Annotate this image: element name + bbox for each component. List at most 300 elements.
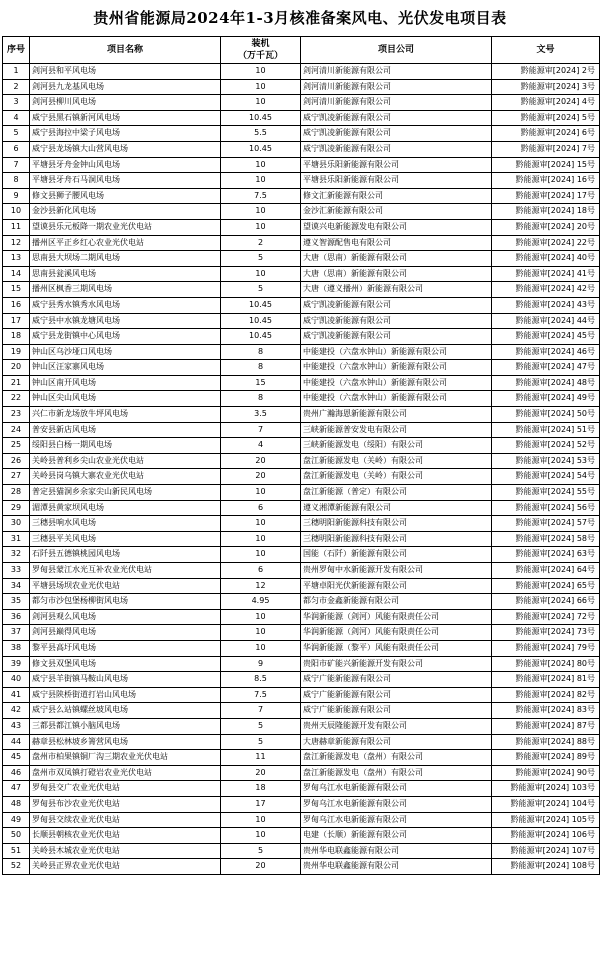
cell-doc-number: 黔能源审[2024] 58号: [492, 531, 600, 547]
table-row: [3, 703, 600, 719]
cell-company: 三峡新能源发电（绥阳）有限公司: [301, 438, 492, 454]
cell-capacity: 15: [221, 375, 301, 391]
cell-no: 37: [3, 625, 30, 641]
table-row: [3, 204, 600, 220]
table-row: [3, 282, 600, 298]
cell-company: 平塘卓阳光伏新能源有限公司: [301, 578, 492, 594]
table-row: [3, 640, 600, 656]
table-row: [3, 828, 600, 844]
cell-project-name: 剑河县九龙基风电场: [30, 79, 221, 95]
cell-company: 遵义智源配售电有限公司: [301, 235, 492, 251]
cell-company: 望谟兴电新能源发电有限公司: [301, 219, 492, 235]
table-row: [3, 812, 600, 828]
table-row: [3, 329, 600, 345]
cell-doc-number: 黔能源审[2024] 79号: [492, 640, 600, 656]
cell-capacity: 7.5: [221, 687, 301, 703]
cell-company: 中能建投（六盘水钟山）新能源有限公司: [301, 360, 492, 376]
cell-capacity: 17: [221, 796, 301, 812]
cell-company: 威宁凯凌新能源有限公司: [301, 329, 492, 345]
cell-no: 14: [3, 266, 30, 282]
cell-project-name: 三穗县平关风电场: [30, 531, 221, 547]
table-row: [3, 188, 600, 204]
cell-capacity: 10: [221, 516, 301, 532]
cell-no: 52: [3, 859, 30, 875]
header-name: 项目名称: [30, 37, 221, 64]
table-row: [3, 547, 600, 563]
table-header-row: [3, 37, 600, 64]
cell-no: 49: [3, 812, 30, 828]
cell-project-name: 威宁县海拉中梁子风电场: [30, 126, 221, 142]
table-row: [3, 672, 600, 688]
cell-company: 修文汇新能源有限公司: [301, 188, 492, 204]
cell-doc-number: 黔能源审[2024] 64号: [492, 563, 600, 579]
cell-doc-number: 黔能源审[2024] 3号: [492, 79, 600, 95]
cell-company: 遵义湘潭新能源有限公司: [301, 500, 492, 516]
cell-company: 贵州广瀚海恩新能源有限公司: [301, 407, 492, 423]
cell-capacity: 20: [221, 469, 301, 485]
cell-no: 43: [3, 718, 30, 734]
table-row: [3, 391, 600, 407]
cell-project-name: 石阡县五德镇桃园风电场: [30, 547, 221, 563]
cell-doc-number: 黔能源审[2024] 43号: [492, 297, 600, 313]
cell-no: 16: [3, 297, 30, 313]
cell-project-name: 钟山区乌沙垭口风电场: [30, 344, 221, 360]
cell-no: 51: [3, 843, 30, 859]
cell-project-name: 平塘县牙舟石马洞风电场: [30, 173, 221, 189]
cell-company: 罗甸乌江水电新能源有限公司: [301, 781, 492, 797]
cell-capacity: 10: [221, 64, 301, 80]
cell-project-name: 修文县狮子腰风电场: [30, 188, 221, 204]
table-row: [3, 796, 600, 812]
cell-capacity: 10: [221, 531, 301, 547]
cell-company: 贵州天辰隆能源开发有限公司: [301, 718, 492, 734]
cell-no: 3: [3, 95, 30, 111]
cell-project-name: 剑河县和平风电场: [30, 64, 221, 80]
cell-project-name: 播州区平正乡红心农业光伏电站: [30, 235, 221, 251]
cell-company: 中能建投（六盘水钟山）新能源有限公司: [301, 375, 492, 391]
cell-doc-number: 黔能源审[2024] 42号: [492, 282, 600, 298]
header-doc: 文号: [492, 37, 600, 64]
cell-company: 平塘县乐阳新能源有限公司: [301, 173, 492, 189]
header-company: 项目公司: [301, 37, 492, 64]
table-row: [3, 173, 600, 189]
cell-doc-number: 黔能源审[2024] 83号: [492, 703, 600, 719]
cell-project-name: 长顺县朝核农业光伏电站: [30, 828, 221, 844]
cell-capacity: 10: [221, 812, 301, 828]
cell-project-name: 剑河县巅得风电场: [30, 625, 221, 641]
cell-company: 威宁凯凌新能源有限公司: [301, 141, 492, 157]
cell-doc-number: 黔能源审[2024] 50号: [492, 407, 600, 423]
cell-no: 46: [3, 765, 30, 781]
table-row: [3, 656, 600, 672]
cell-project-name: 普定县猫洞乡余家尖山新民风电场: [30, 485, 221, 501]
cell-company: 大唐（思南）新能源有限公司: [301, 251, 492, 267]
cell-doc-number: 黔能源审[2024] 56号: [492, 500, 600, 516]
cell-no: 38: [3, 640, 30, 656]
cell-project-name: 修文县双堡风电场: [30, 656, 221, 672]
cell-no: 8: [3, 173, 30, 189]
cell-no: 12: [3, 235, 30, 251]
cell-project-name: 湄潭县黄家坝风电场: [30, 500, 221, 516]
table-row: [3, 407, 600, 423]
table-row: [3, 438, 600, 454]
table-row: [3, 79, 600, 95]
cell-project-name: 思南县瓮溪风电场: [30, 266, 221, 282]
cell-no: 40: [3, 672, 30, 688]
cell-company: 三穗明阳新能源科技有限公司: [301, 516, 492, 532]
table-row: [3, 313, 600, 329]
cell-project-name: 三穗县响水风电场: [30, 516, 221, 532]
cell-company: 威宁广能新能源有限公司: [301, 703, 492, 719]
cell-no: 36: [3, 609, 30, 625]
cell-capacity: 5: [221, 718, 301, 734]
cell-project-name: 播州区枫香三期风电场: [30, 282, 221, 298]
cell-capacity: 4.95: [221, 594, 301, 610]
cell-doc-number: 黔能源审[2024] 46号: [492, 344, 600, 360]
cell-company: 盘江新能源发电（关岭）有限公司: [301, 453, 492, 469]
cell-no: 20: [3, 360, 30, 376]
cell-capacity: 10: [221, 157, 301, 173]
cell-no: 32: [3, 547, 30, 563]
cell-capacity: 6: [221, 563, 301, 579]
cell-no: 34: [3, 578, 30, 594]
cell-company: 大唐赫章新能源有限公司: [301, 734, 492, 750]
cell-company: 贵阳市矿能兴新能源开发有限公司: [301, 656, 492, 672]
cell-project-name: 剑河县柳川风电场: [30, 95, 221, 111]
table-row: [3, 781, 600, 797]
cell-project-name: 盘州市柏果镇铜厂沟三期农业光伏电站: [30, 750, 221, 766]
cell-project-name: 三都县都江镇小脑风电场: [30, 718, 221, 734]
cell-doc-number: 黔能源审[2024] 15号: [492, 157, 600, 173]
cell-project-name: 思南县大坝场二期风电场: [30, 251, 221, 267]
cell-no: 39: [3, 656, 30, 672]
cell-project-name: 金沙县新化风电场: [30, 204, 221, 220]
header-capacity-line2: （万千瓦）: [237, 51, 283, 61]
cell-doc-number: 黔能源审[2024] 6号: [492, 126, 600, 142]
cell-no: 10: [3, 204, 30, 220]
cell-company: 盘江新能源发电（盘州）有限公司: [301, 765, 492, 781]
cell-doc-number: 黔能源审[2024] 89号: [492, 750, 600, 766]
cell-doc-number: 黔能源审[2024] 16号: [492, 173, 600, 189]
cell-no: 2: [3, 79, 30, 95]
cell-doc-number: 黔能源审[2024] 57号: [492, 516, 600, 532]
cell-project-name: 关岭县普利乡尖山农业光伏电站: [30, 453, 221, 469]
cell-capacity: 10.45: [221, 141, 301, 157]
header-capacity-line1: 装机: [251, 39, 270, 49]
cell-company: 罗甸乌江水电新能源有限公司: [301, 796, 492, 812]
table-row: [3, 344, 600, 360]
cell-doc-number: 黔能源审[2024] 80号: [492, 656, 600, 672]
table-row: [3, 141, 600, 157]
cell-project-name: 罗甸县蒙江水光互补农业光伏电站: [30, 563, 221, 579]
cell-company: 罗甸乌江水电新能源有限公司: [301, 812, 492, 828]
cell-company: 盘江新能源发电（盘州）有限公司: [301, 750, 492, 766]
table-row: [3, 375, 600, 391]
cell-no: 27: [3, 469, 30, 485]
cell-project-name: 剑河县观么风电场: [30, 609, 221, 625]
cell-project-name: 普安县新店风电场: [30, 422, 221, 438]
cell-no: 17: [3, 313, 30, 329]
cell-project-name: 关岭县岗乌镇大寨农业光伏电站: [30, 469, 221, 485]
cell-capacity: 9: [221, 656, 301, 672]
cell-project-name: 罗甸县布沙农业光伏电站: [30, 796, 221, 812]
cell-project-name: 关岭县正界农业光伏电站: [30, 859, 221, 875]
cell-doc-number: 黔能源审[2024] 45号: [492, 329, 600, 345]
cell-doc-number: 黔能源审[2024] 90号: [492, 765, 600, 781]
table-row: [3, 563, 600, 579]
cell-capacity: 12: [221, 578, 301, 594]
cell-doc-number: 黔能源审[2024] 106号: [492, 828, 600, 844]
table-row: [3, 500, 600, 516]
cell-project-name: 威宁县陕桥街道打岩山风电场: [30, 687, 221, 703]
header-no: 序号: [3, 37, 30, 64]
cell-company: 平塘县乐阳新能源有限公司: [301, 157, 492, 173]
cell-capacity: 20: [221, 765, 301, 781]
cell-project-name: 钟山区尖山风电场: [30, 391, 221, 407]
cell-project-name: 平塘县场坝农业光伏电站: [30, 578, 221, 594]
cell-doc-number: 黔能源审[2024] 49号: [492, 391, 600, 407]
cell-project-name: 威宁县秀水镇秀水风电场: [30, 297, 221, 313]
table-row: [3, 64, 600, 80]
table-row: [3, 859, 600, 875]
cell-doc-number: 黔能源审[2024] 40号: [492, 251, 600, 267]
cell-company: 金沙汇新能源有限公司: [301, 204, 492, 220]
cell-doc-number: 黔能源审[2024] 66号: [492, 594, 600, 610]
table-row: [3, 516, 600, 532]
cell-project-name: 威宁县黑石镇新河风电场: [30, 110, 221, 126]
cell-company: 中能建投（六盘水钟山）新能源有限公司: [301, 344, 492, 360]
cell-project-name: 赫章县松林坡乡箐营风电场: [30, 734, 221, 750]
cell-doc-number: 黔能源审[2024] 51号: [492, 422, 600, 438]
cell-doc-number: 黔能源审[2024] 105号: [492, 812, 600, 828]
cell-capacity: 7: [221, 703, 301, 719]
table-row: [3, 266, 600, 282]
cell-company: 威宁凯凌新能源有限公司: [301, 313, 492, 329]
table-row: [3, 469, 600, 485]
cell-doc-number: 黔能源审[2024] 53号: [492, 453, 600, 469]
cell-capacity: 5: [221, 251, 301, 267]
cell-no: 19: [3, 344, 30, 360]
table-row: [3, 687, 600, 703]
cell-company: 华润新能源（剑河）风能有限责任公司: [301, 625, 492, 641]
table-row: [3, 625, 600, 641]
cell-doc-number: 黔能源审[2024] 54号: [492, 469, 600, 485]
cell-doc-number: 黔能源审[2024] 22号: [492, 235, 600, 251]
cell-doc-number: 黔能源审[2024] 82号: [492, 687, 600, 703]
cell-doc-number: 黔能源审[2024] 73号: [492, 625, 600, 641]
cell-no: 18: [3, 329, 30, 345]
cell-no: 15: [3, 282, 30, 298]
cell-capacity: 10: [221, 79, 301, 95]
cell-no: 4: [3, 110, 30, 126]
cell-doc-number: 黔能源审[2024] 107号: [492, 843, 600, 859]
cell-doc-number: 黔能源审[2024] 4号: [492, 95, 600, 111]
cell-company: 大唐（遵义播州）新能源有限公司: [301, 282, 492, 298]
cell-no: 45: [3, 750, 30, 766]
table-row: [3, 360, 600, 376]
table-row: [3, 609, 600, 625]
cell-no: 28: [3, 485, 30, 501]
cell-company: 三峡新能源普安发电有限公司: [301, 422, 492, 438]
table-row: [3, 765, 600, 781]
cell-doc-number: 黔能源审[2024] 41号: [492, 266, 600, 282]
cell-company: 都匀市金鑫新能源有限公司: [301, 594, 492, 610]
cell-doc-number: 黔能源审[2024] 7号: [492, 141, 600, 157]
cell-no: 21: [3, 375, 30, 391]
cell-project-name: 平塘县牙舟金钟山风电场: [30, 157, 221, 173]
cell-capacity: 18: [221, 781, 301, 797]
cell-no: 24: [3, 422, 30, 438]
cell-capacity: 4: [221, 438, 301, 454]
cell-no: 30: [3, 516, 30, 532]
cell-project-name: 威宁县羊街镇马鞍山风电场: [30, 672, 221, 688]
cell-capacity: 10: [221, 204, 301, 220]
cell-company: 华润新能源（黎平）风能有限责任公司: [301, 640, 492, 656]
cell-capacity: 7.5: [221, 188, 301, 204]
cell-doc-number: 黔能源审[2024] 47号: [492, 360, 600, 376]
cell-doc-number: 黔能源审[2024] 72号: [492, 609, 600, 625]
table-row: [3, 157, 600, 173]
cell-doc-number: 黔能源审[2024] 48号: [492, 375, 600, 391]
cell-capacity: 10.45: [221, 297, 301, 313]
cell-capacity: 10: [221, 625, 301, 641]
cell-capacity: 10.45: [221, 313, 301, 329]
cell-no: 23: [3, 407, 30, 423]
cell-project-name: 都匀市沙包堡杨柳街风电场: [30, 594, 221, 610]
table-row: [3, 750, 600, 766]
cell-no: 6: [3, 141, 30, 157]
project-table: [2, 36, 600, 875]
table-row: [3, 718, 600, 734]
cell-project-name: 钟山区南开风电场: [30, 375, 221, 391]
cell-no: 26: [3, 453, 30, 469]
cell-no: 50: [3, 828, 30, 844]
cell-no: 25: [3, 438, 30, 454]
cell-project-name: 罗甸县交广农业光伏电站: [30, 781, 221, 797]
cell-project-name: 威宁县龙场镇大山营风电场: [30, 141, 221, 157]
cell-capacity: 5: [221, 734, 301, 750]
table-row: [3, 594, 600, 610]
cell-project-name: 威宁县么站镇螺丝坡风电场: [30, 703, 221, 719]
cell-doc-number: 黔能源审[2024] 63号: [492, 547, 600, 563]
table-row: [3, 95, 600, 111]
cell-project-name: 黎平县高圩风电场: [30, 640, 221, 656]
table-body: [3, 64, 600, 875]
cell-capacity: 6: [221, 500, 301, 516]
cell-company: 剑河清川新能源有限公司: [301, 79, 492, 95]
cell-capacity: 10: [221, 219, 301, 235]
cell-doc-number: 黔能源审[2024] 88号: [492, 734, 600, 750]
cell-company: 威宁广能新能源有限公司: [301, 687, 492, 703]
table-row: [3, 843, 600, 859]
cell-no: 22: [3, 391, 30, 407]
cell-company: 贵州华电联鑫能源有限公司: [301, 843, 492, 859]
cell-company: 盘江新能源（普定）有限公司: [301, 485, 492, 501]
cell-no: 41: [3, 687, 30, 703]
cell-no: 13: [3, 251, 30, 267]
cell-project-name: 盘州市双凤镇打磴岩农业光伏电站: [30, 765, 221, 781]
cell-project-name: 关岭县木城农业光伏电站: [30, 843, 221, 859]
table-row: [3, 485, 600, 501]
cell-capacity: 8: [221, 391, 301, 407]
cell-company: 贵州华电联鑫能源有限公司: [301, 859, 492, 875]
cell-project-name: 钟山区汪家寨风电场: [30, 360, 221, 376]
cell-doc-number: 黔能源审[2024] 52号: [492, 438, 600, 454]
cell-doc-number: 黔能源审[2024] 17号: [492, 188, 600, 204]
table-row: [3, 219, 600, 235]
table-row: [3, 251, 600, 267]
cell-capacity: 20: [221, 453, 301, 469]
cell-doc-number: 黔能源审[2024] 18号: [492, 204, 600, 220]
cell-capacity: 10: [221, 485, 301, 501]
cell-project-name: 望谟县乐元板降一期农业光伏电站: [30, 219, 221, 235]
cell-doc-number: 黔能源审[2024] 2号: [492, 64, 600, 80]
table-row: [3, 453, 600, 469]
cell-capacity: 8: [221, 344, 301, 360]
table-row: [3, 734, 600, 750]
cell-project-name: 兴仁市新龙场放牛坪风电场: [30, 407, 221, 423]
cell-company: 威宁凯凌新能源有限公司: [301, 126, 492, 142]
cell-no: 5: [3, 126, 30, 142]
cell-no: 31: [3, 531, 30, 547]
cell-project-name: 威宁县中水镇龙塘风电场: [30, 313, 221, 329]
cell-no: 47: [3, 781, 30, 797]
cell-capacity: 10.45: [221, 110, 301, 126]
cell-capacity: 10: [221, 266, 301, 282]
cell-no: 42: [3, 703, 30, 719]
table-row: [3, 531, 600, 547]
cell-doc-number: 黔能源审[2024] 20号: [492, 219, 600, 235]
cell-company: 三穗明阳新能源科技有限公司: [301, 531, 492, 547]
cell-doc-number: 黔能源审[2024] 104号: [492, 796, 600, 812]
cell-no: 44: [3, 734, 30, 750]
cell-no: 9: [3, 188, 30, 204]
table-row: [3, 578, 600, 594]
cell-doc-number: 黔能源审[2024] 44号: [492, 313, 600, 329]
cell-project-name: 罗甸县交续农业光伏电站: [30, 812, 221, 828]
cell-project-name: 威宁县龙街镇中心风电场: [30, 329, 221, 345]
cell-capacity: 7: [221, 422, 301, 438]
cell-capacity: 10: [221, 828, 301, 844]
cell-no: 1: [3, 64, 30, 80]
cell-doc-number: 黔能源审[2024] 108号: [492, 859, 600, 875]
cell-no: 35: [3, 594, 30, 610]
cell-project-name: 绥阳县白杨一期风电场: [30, 438, 221, 454]
cell-no: 29: [3, 500, 30, 516]
table-row: [3, 110, 600, 126]
cell-capacity: 8: [221, 360, 301, 376]
cell-capacity: 10: [221, 547, 301, 563]
cell-capacity: 2: [221, 235, 301, 251]
cell-doc-number: 黔能源审[2024] 103号: [492, 781, 600, 797]
cell-capacity: 5: [221, 282, 301, 298]
table-row: [3, 235, 600, 251]
cell-company: 贵州罗甸中水新能源开发有限公司: [301, 563, 492, 579]
cell-capacity: 20: [221, 859, 301, 875]
cell-company: 威宁凯凌新能源有限公司: [301, 297, 492, 313]
cell-capacity: 3.5: [221, 407, 301, 423]
table-row: [3, 422, 600, 438]
cell-company: 剑河清川新能源有限公司: [301, 64, 492, 80]
table-row: [3, 297, 600, 313]
cell-doc-number: 黔能源审[2024] 5号: [492, 110, 600, 126]
cell-capacity: 10: [221, 609, 301, 625]
cell-capacity: 10.45: [221, 329, 301, 345]
cell-company: 国能（石阡）新能源有限公司: [301, 547, 492, 563]
cell-no: 7: [3, 157, 30, 173]
cell-capacity: 10: [221, 640, 301, 656]
cell-company: 威宁凯凌新能源有限公司: [301, 110, 492, 126]
